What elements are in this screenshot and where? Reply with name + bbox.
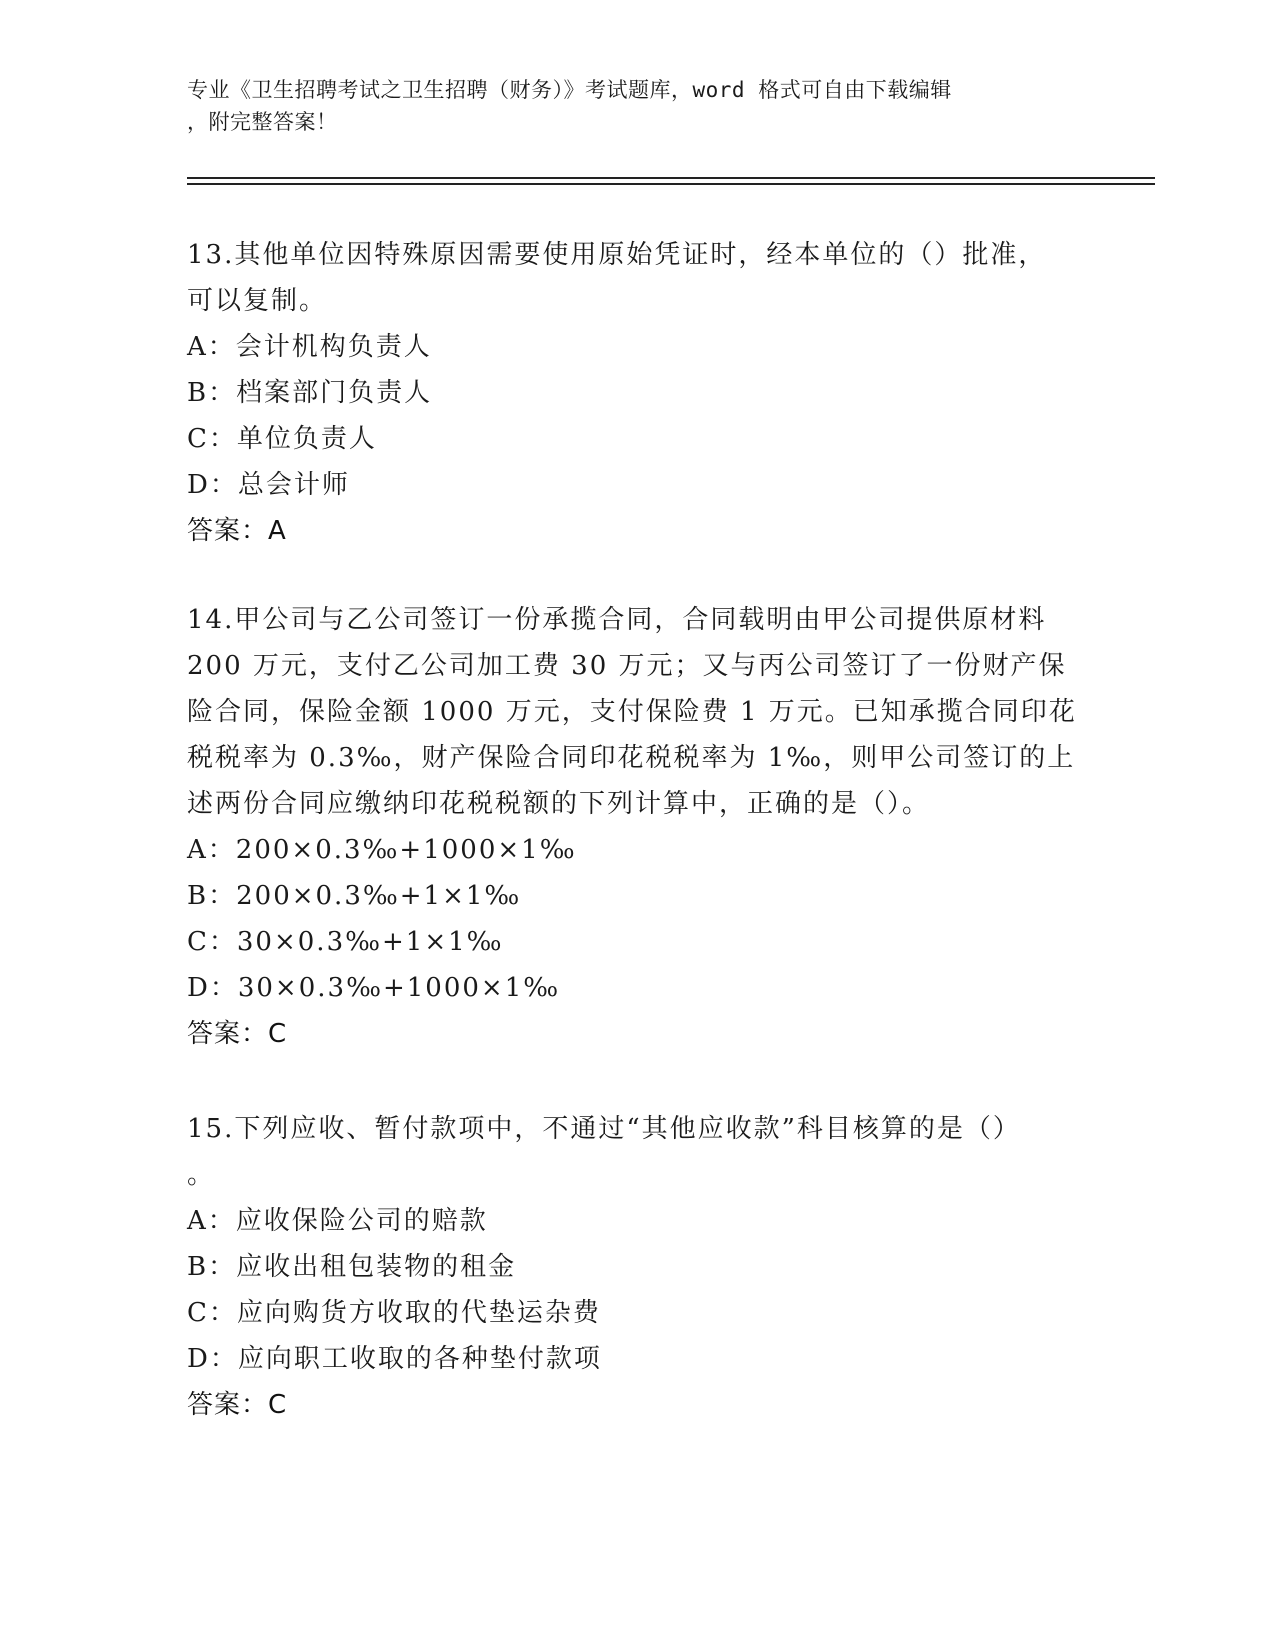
question-13: [187, 232, 1087, 554]
stem-line: 险合同，保险金额 1000 万元，支付保险费 1 万元。已知承揽合同印花: [187, 697, 1077, 727]
option-c: C：应向购货方收取的代垫运杂费: [187, 1298, 601, 1328]
option-c: C：30×0.3‰+1×1‰: [187, 927, 504, 957]
option-b: B：档案部门负责人: [187, 378, 433, 408]
question-stem: [187, 232, 1087, 324]
header-line: ，附完整答案！: [187, 110, 338, 134]
option-c: C：单位负责人: [187, 424, 377, 454]
option-d: D：总会计师: [187, 470, 350, 500]
stem-line: 。: [187, 1160, 216, 1190]
option-d: D：应向职工收取的各种垫付款项: [187, 1344, 602, 1374]
stem-line: 14.甲公司与乙公司签订一份承揽合同，合同载明由甲公司提供原材料: [187, 605, 1047, 635]
header-divider-top: [187, 177, 1155, 179]
stem-line: 述两份合同应缴纳印花税税额的下列计算中，正确的是（）。: [187, 789, 931, 819]
option-b: B：应收出租包装物的租金: [187, 1252, 517, 1282]
stem-line: 税税率为 0.3‰，财产保险合同印花税税率为 1‰，则甲公司签订的上: [187, 743, 1076, 773]
option-d: D：30×0.3‰+1000×1‰: [187, 973, 561, 1003]
header-divider-bottom: [187, 183, 1155, 185]
stem-line: 13.其他单位因特殊原因需要使用原始凭证时，经本单位的（）批准，: [187, 240, 1047, 270]
question-stem: [187, 1106, 1087, 1198]
document-header: [187, 74, 1067, 138]
question-15: [187, 1106, 1087, 1428]
option-a: A：200×0.3‰+1000×1‰: [187, 835, 577, 865]
option-a: A：应收保险公司的赔款: [187, 1206, 488, 1236]
stem-line: 15.下列应收、暂付款项中，不通过“其他应收款”科目核算的是（）: [187, 1114, 1021, 1144]
answer-label: 答案：A: [187, 516, 287, 546]
answer-label: 答案：C: [187, 1390, 288, 1420]
option-b: B：200×0.3‰+1×1‰: [187, 881, 522, 911]
stem-line: 可以复制。: [187, 286, 328, 316]
stem-line: 200 万元，支付乙公司加工费 30 万元；又与丙公司签订了一份财产保: [187, 651, 1067, 681]
option-a: A：会计机构负责人: [187, 332, 432, 362]
question-14: [187, 597, 1087, 1057]
answer-label: 答案：C: [187, 1019, 288, 1049]
question-stem: [187, 597, 1087, 827]
header-line: 专业《卫生招聘考试之卫生招聘（财务）》考试题库，word 格式可自由下载编辑: [187, 78, 952, 102]
